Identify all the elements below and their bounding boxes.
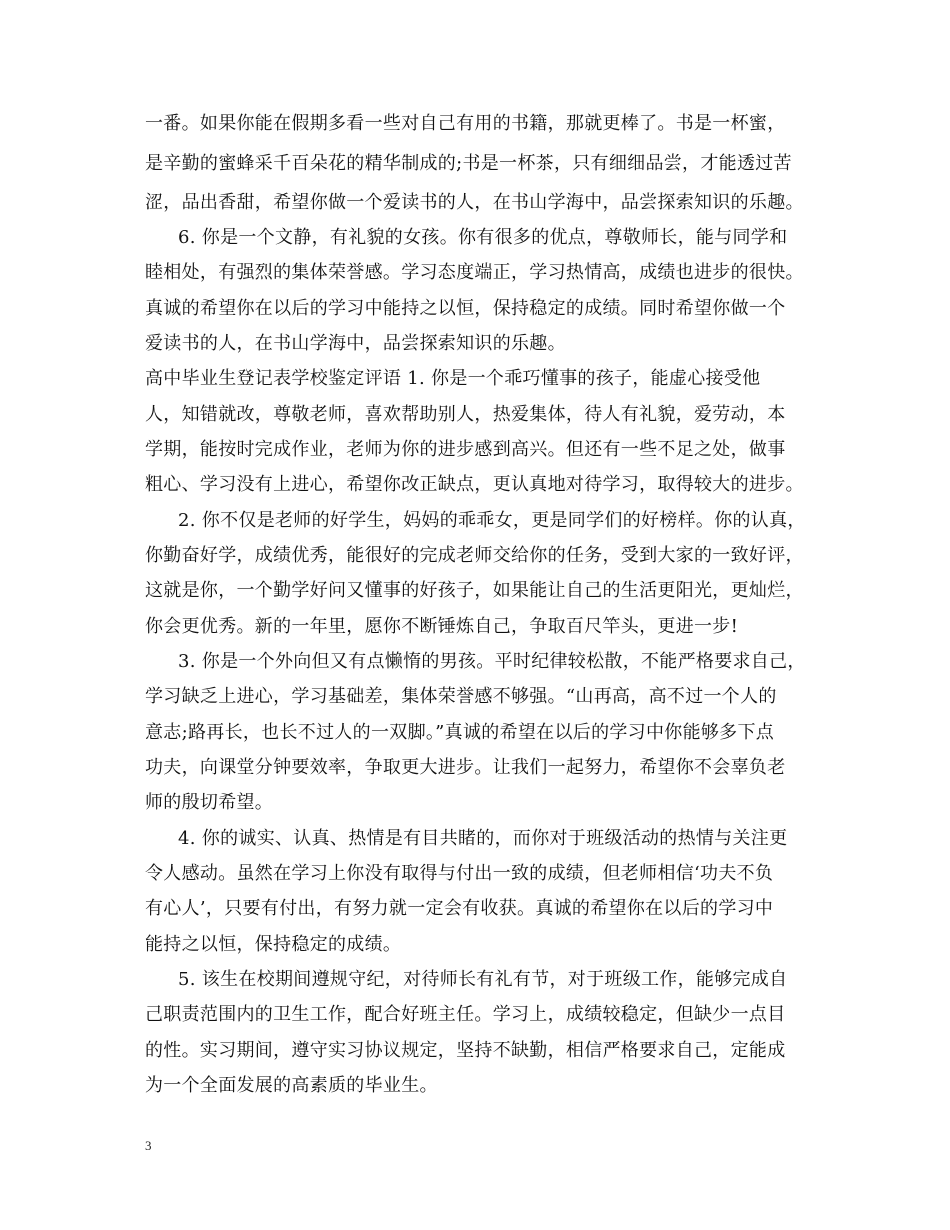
text-line: 令人感动。虽然在学习上你没有取得与付出一致的成绩，但老师相信‘功夫不负 [145, 863, 774, 884]
text-line: 为一个全面发展的高素质的毕业生。 [145, 1075, 438, 1096]
text-line: 学期，能按时完成作业，老师为你的进步感到高兴。但还有一些不足之处，做事 [145, 439, 786, 460]
text-line: 功夫，向课堂分钟要效率，争取更大进步。让我们一起努力，希望你不会辜负老 [145, 757, 786, 778]
text-line: 粗心、学习没有上进心，希望你改正缺点，更认真地对待学习，取得较大的进步。 [145, 474, 804, 495]
text-line: 有心人’，只要有付出，有努力就一定会有收获。真诚的希望你在以后的学习中 [145, 898, 774, 919]
text-line: 高中毕业生登记表学校鉴定评语 1. 你是一个乖巧懂事的孩子，能虚心接受他 [145, 368, 761, 389]
text-line: 师的殷切希望。 [145, 792, 274, 813]
text-line: 你会更优秀。新的一年里，愿你不断锤炼自己，争取百尺竿头，更进一步! [145, 616, 739, 637]
page-number: 3 [145, 1138, 152, 1153]
text-line: 是辛勤的蜜蜂采千百朵花的精华制成的;书是一杯茶，只有细细品尝，才能透过苦 [145, 153, 792, 174]
text-line: 4. 你的诚实、认真、热情是有目共睹的，而你对于班级活动的热情与关注更 [178, 828, 788, 849]
text-line: 2. 你不仅是老师的好学生，妈妈的乖乖女，更是同学们的好榜样。你的认真， [178, 510, 806, 531]
text-line: 涩，品出香甜，希望你做一个爱读书的人，在书山学海中，品尝探索知识的乐趣。 [145, 192, 804, 213]
text-line: 真诚的希望你在以后的学习中能持之以恒，保持稳定的成绩。同时希望你做一个 [145, 298, 786, 319]
text-line: 3. 你是一个外向但又有点懒惰的男孩。平时纪律较松散，不能严格要求自己， [178, 651, 806, 672]
text-line: 6. 你是一个文静，有礼貌的女孩。你有很多的优点，尊敬师长，能与同学和 [178, 227, 788, 248]
text-line: 人，知错就改，尊敬老师，喜欢帮助别人，热爱集体，待人有礼貌，爱劳动，本 [145, 404, 786, 425]
text-line: 的性。实习期间，遵守实习协议规定，坚持不缺勤，相信严格要求自己，定能成 [145, 1040, 786, 1061]
text-line: 意志;路再长，也长不过人的一双脚。”真诚的希望在以后的学习中你能够多下点 [145, 722, 775, 743]
text-line: 这就是你，一个勤学好问又懂事的好孩子，如果能让自己的生活更阳光，更灿烂， [145, 580, 804, 601]
text-line: 一番。如果你能在假期多看一些对自己有用的书籍，那就更棒了。书是一杯蜜， [145, 113, 786, 134]
text-line: 睦相处，有强烈的集体荣誉感。学习态度端正，学习热情高，成绩也进步的很快。 [145, 262, 804, 283]
text-line: 己职责范围内的卫生工作，配合好班主任。学习上，成绩较稳定，但缺少一点目 [145, 1004, 786, 1025]
text-line: 能持之以恒，保持稳定的成绩。 [145, 934, 402, 955]
text-line: 爱读书的人，在书山学海中，品尝探索知识的乐趣。 [145, 333, 566, 354]
text-line: 你勤奋好学，成绩优秀，能很好的完成老师交给你的任务，受到大家的一致好评， [145, 545, 804, 566]
text-line: 5. 该生在校期间遵规守纪，对待师长有礼有节，对于班级工作，能够完成自 [178, 969, 788, 990]
text-line: 学习缺乏上进心，学习基础差，集体荣誉感不够强。“山再高，高不过一个人的 [145, 686, 777, 707]
